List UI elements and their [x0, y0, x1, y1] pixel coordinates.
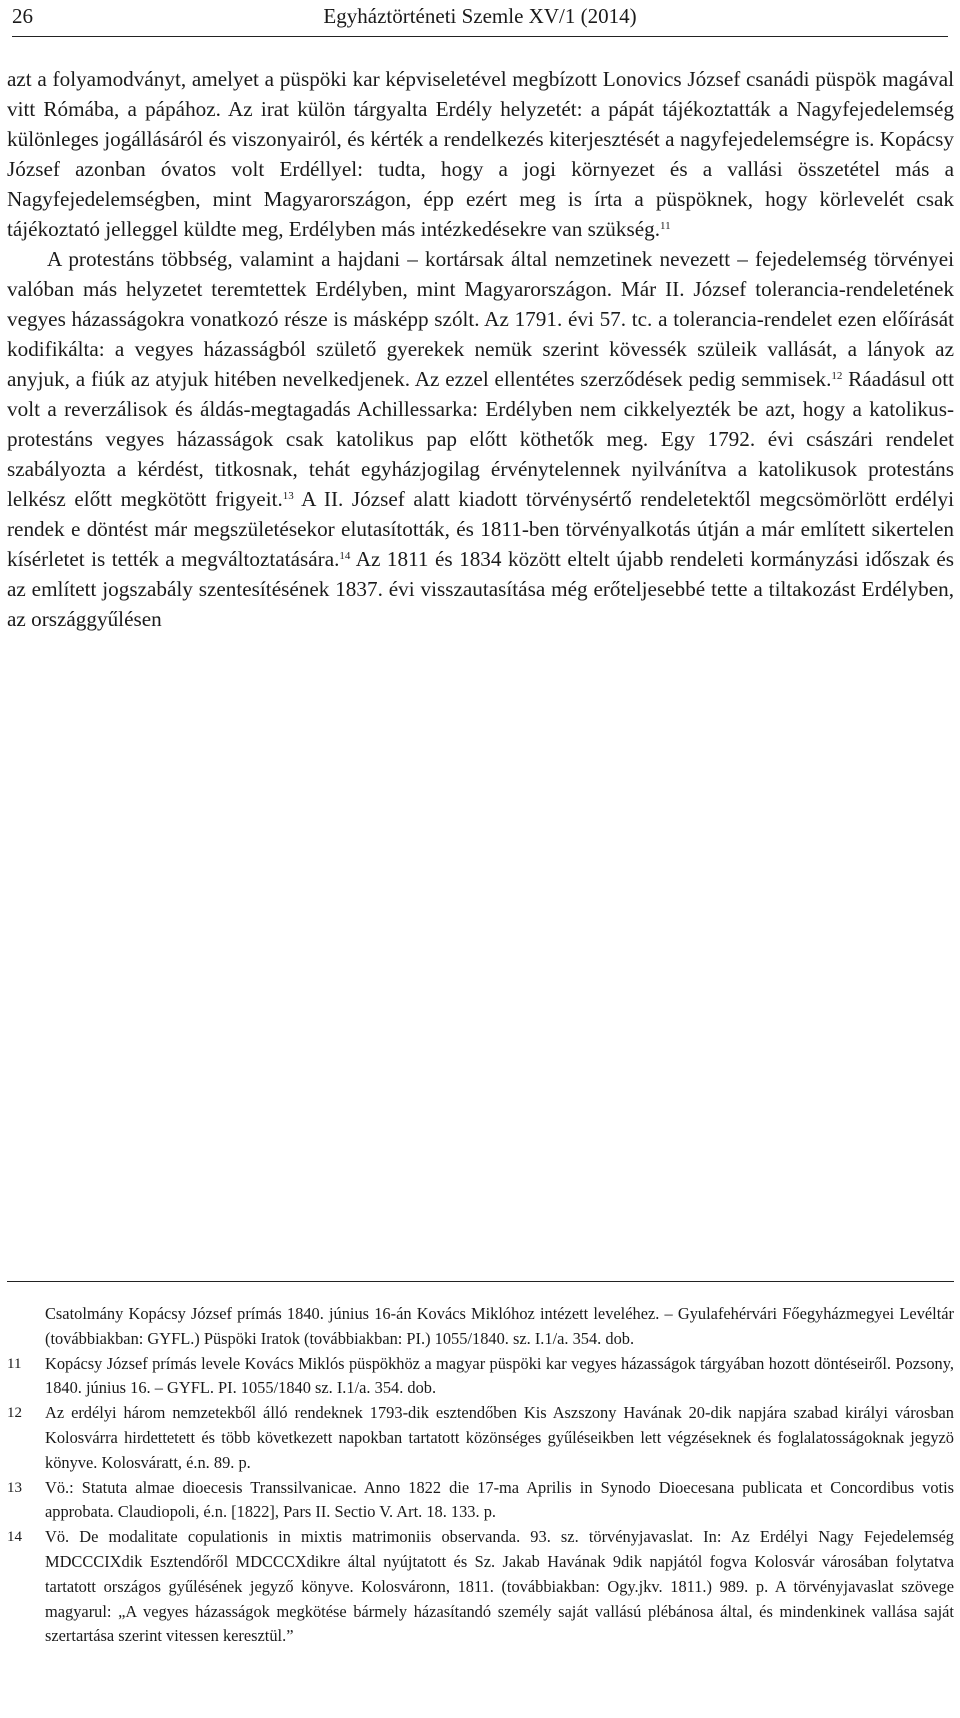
footnote-text: Vö.: Statuta almae dioecesis Transsilvanicae. Anno 1822 die 17-ma Aprilis in Synodo Dioecesana publicata et Concordibus votis approbata. Claudiopoli, é.n. [1822], Pars II. Sectio V. Art. 18. 133. p.	[45, 1477, 954, 1522]
paragraph	[7, 244, 954, 634]
paragraph-text: A II. József alatt kiadott törvénysértő rendeletektől megcsömörlött erdélyi rendek e döntést már megszületésekor elutasították, és 1811-ben törvényalkotás útján a már említett sikertelen kísérletet is tették a megváltoztatására.	[7, 487, 954, 571]
footnote-ref: 14	[339, 550, 351, 562]
page-header	[12, 2, 948, 37]
footnote	[7, 1476, 954, 1526]
footnote-number: 14	[7, 1529, 22, 1546]
paragraph-text: Ráadásul ott volt a reverzálisok és áldás-megtagadás Achillessarka: Erdélyben nem cikkelyezték be azt, hogy a katolikus-protestáns vegyes házasságok csak katolikus pap előtt köthetők meg. Egy 1792. évi császári rendelet szabályozta a kérdést, titkosnak, tehát egyházjogilag érvénytelennek nyilvánítva a katolikusok protestáns lelkész előtt megkötött frigyeit.	[7, 367, 955, 511]
footnote	[7, 1302, 954, 1352]
footnote-number: 11	[7, 1355, 22, 1372]
footnote-text: Vö. De modalitate copulationis in mixtis matrimoniis observanda. 93. sz. törvényjavaslat. In: Az Erdélyi Nagy Fejedelemség MDCCCIXdik Esztendőről MDCCCXdikre által nyújtatott és Sz. Jakab Havának 9dik napjától fogva Kolosvár városában folytatva tartatott országos gyűlésének jegyző könyve. Kolosváronn, 1811. (továbbiakban: Ogy.jkv. 1811.) 989. p. A törvényjavaslat szövege magyarul: „A vegyes házasságok megkötése bármely házasítandó személy saját vallású plébánosa által, és mindenkinek vallása saját szertartása szerint vitessen keresztül.”	[45, 1527, 954, 1646]
footnote-text: Csatolmány Kopácsy József prímás 1840. június 16-án Kovács Miklóhoz intézett leveléhez. – Gyulafehérvári Főegyházmegyei Levéltár (továbbiakban: GYFL.) Püspöki Iratok (továbbiakban: PI.) 1055/1840. sz. I.1/a. 354. dob.	[45, 1304, 954, 1348]
footnote-ref: 13	[282, 490, 294, 502]
paragraph-text: azt a folyamodványt, amelyet a püspöki kar képviseletével megbízott Lonovics József csanádi püspök magával vitt Rómába, a pápához. Az irat külön tárgyalta Erdély helyzetét: a pápát tájékoztatták a Nagyfejedelemség különleges jogállásáról és viszonyairól, és kérték a rendelkezés kiterjesztését a nagyfejedelemségre is. Kopácsy József azonban óvatos volt Erdéllyel: tudta, hogy a jogi környezet és a vallási összetétel más a Nagyfejedelemségben, mint Magyarországon, épp ezért meg is írta a püspöknek, hogy körlevelét csak tájékoztató jelleggel küldte meg, Erdélyben más intézkedésekre van szükség.	[7, 67, 954, 241]
footnote-number: 12	[7, 1405, 22, 1422]
paragraph-text: A protestáns többség, valamint a hajdani – kortársak által nemzetinek nevezett – fejedelemség törvényei valóban más helyzetet teremtettek Erdélyben, mint Magyarországon. Már II. József tolerancia-rendeletének vegyes házasságokra vonatkozó része is másképp szólt. Az 1791. évi 57. tc. a tolerancia-rendelet ezen előírását kodifikálta: a vegyes házasságból születő gyerekek nemük szerint kövessék szüleik vallását, a lányok az anyjuk, a fiúk az atyjuk hitében nevelkedjenek. Az ezzel ellentétes szerződések pedig semmisek.	[7, 247, 954, 391]
footnote	[7, 1525, 954, 1649]
footnote-text: Kopácsy József prímás levele Kovács Miklós püspökhöz a magyar püspöki kar vegyes házasságok tárgyában hozott döntéseiről. Pozsony, 1840. június 16. – GYFL. PI. 1055/1840 sz. I.1/a. 354. dob.	[45, 1353, 954, 1398]
footnote	[7, 1352, 954, 1402]
running-title: Egyháztörténeti Szemle XV/1 (2014)	[323, 4, 637, 28]
footnote	[7, 1401, 954, 1475]
footnote-text: Az erdélyi három nemzetekből álló rendeknek 1793-dik esztendőben Kis Aszszony Havának 20-dik napjára szabad királyi városban Kolosvárra hirdettetett és több következett napokban tartatott közönséges gyűléseikben lett végzéseknek és foglalatosságoknak jegyzö könyve. Kolosváratt, é.n. 89. p.	[45, 1403, 954, 1472]
footnote-number: 13	[7, 1479, 22, 1496]
paragraph	[7, 64, 954, 244]
footnote-ref: 12	[831, 370, 843, 382]
footnote-separator	[7, 1281, 954, 1282]
footnotes	[7, 1302, 954, 1649]
footnote-ref: 11	[660, 220, 671, 232]
paragraph-text: Az 1811 és 1834 között eltelt újabb rendeleti kormányzási időszak és az említett jogszabály szentesítésének 1837. évi visszautasítása még erőteljesebbé tette a tiltakozást Erdélyben, az országgyűlésen	[7, 547, 954, 631]
page-number: 26	[12, 4, 33, 28]
main-text	[7, 64, 954, 634]
